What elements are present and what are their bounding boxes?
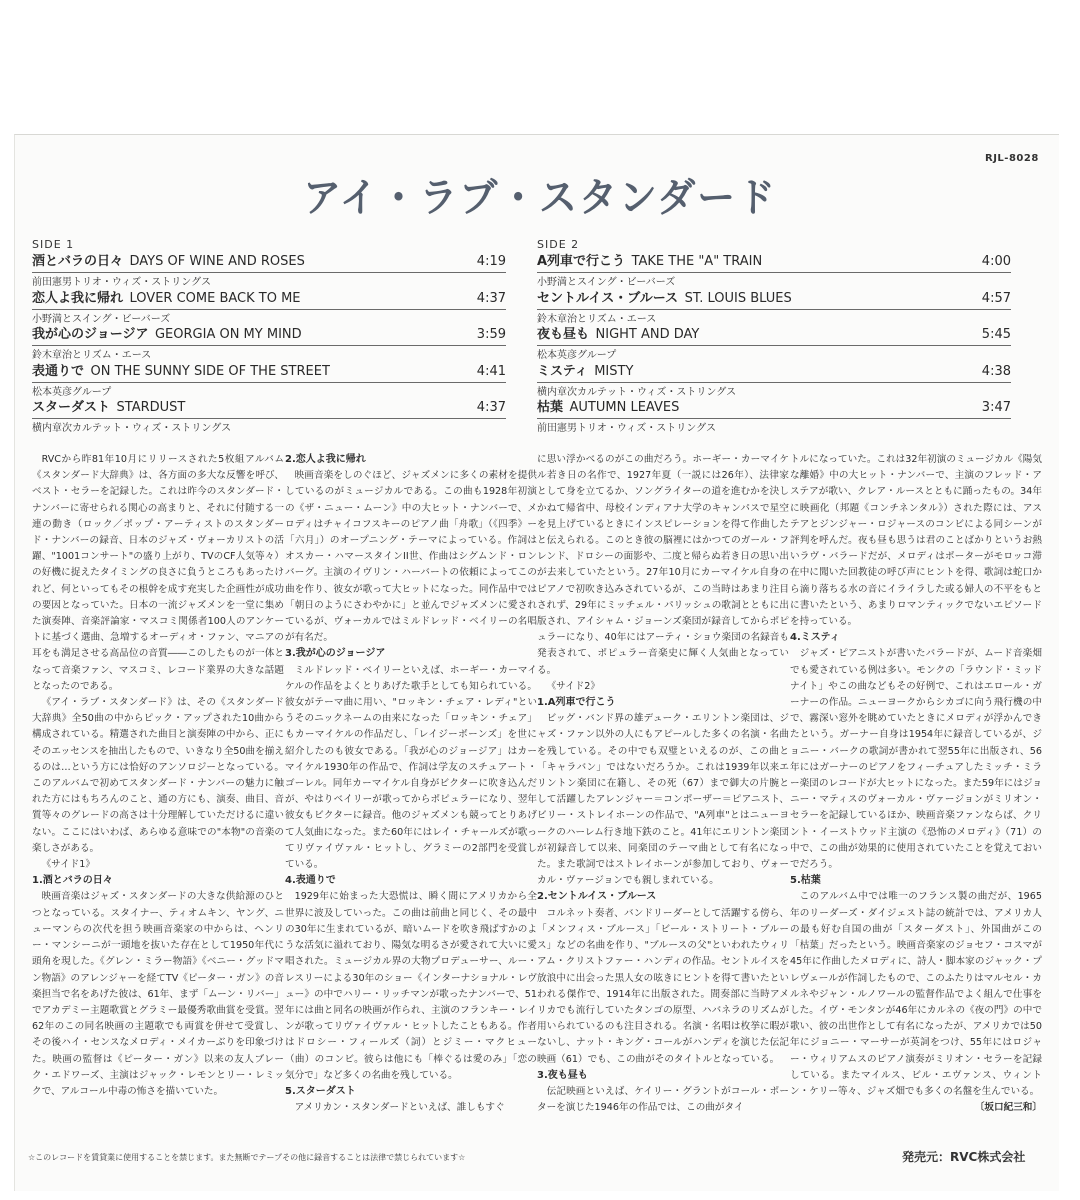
track-title	[32, 327, 304, 342]
track-title-en: MISTY	[587, 364, 634, 379]
notes-paragraph: RVCから昨81年10月にリリースされた5枚組アルバム《スタンダード大辞典》は、各方面の多大な反響を呼び、ベスト・セラーを記録した。これは昨今のスタンダード・ナンバーに寄せられる関心の高まりと、それに付随する一連の動き（ロック／ポップ・アーティストのスタンダード・ナンバーの録音、日本のジャズ・ヴォーカリストの活躍、"1001コンサート"の盛り上がり、TVのCF人気等々）の好機に捉えたタイミングの良さに負うところもあったけれど、何といってもその根幹を成す充実した企画性が成功の要因となっていた。日本の一流ジャズメンを一堂に集めた演奏陣、音楽評論家・マスコミ関係者100人のアンケートに基づく選曲、急増するオーディオ・ファン、マニアの耳をも満足させる高品位の音質――このしたものが一体となって音楽ファン、マスコミ、レコード業界の大きな話題となったのである。	[32, 454, 284, 692]
track-title-jp: 我が心のジョージア	[32, 327, 149, 342]
track-title-jp: 酒とバラの日々	[32, 254, 124, 269]
track-duration: 4:57	[979, 289, 1011, 309]
track-title-jp: 表通りで	[32, 364, 85, 379]
track-item	[537, 398, 1011, 436]
notes-paragraph: 映画音楽をしのぐほど、ジャズメンに多くの素材を提供しているのがミュージカルである。この曲も1928年初演の《ザ・ニュー・ムーン》中の大ヒット・ナンバーで、メロディはチャイコフスキーのピアノ曲「舟歌」（《四季》ー「六月」）のオープニング・テーマによっている。作詞はオスカー・ハマースタインII世、作曲はシグムンド・ロンバーグ。主演のイヴリン・ハーバートの依頼によってこの曲を作り、彼女が歌って大ヒットになった。同作品中では「朝日のようにさわやかに」と並んでジャズメンに愛されているが、ヴォーカルではミルドレッド・ベイリーの名唱が有名だ。	[285, 470, 537, 644]
track-title-en: LOVER COME BACK TO ME	[123, 291, 301, 306]
track-title-en: ST. LOUIS BLUES	[678, 291, 792, 306]
track-duration: 4:19	[474, 252, 506, 272]
track-duration: 3:47	[979, 398, 1011, 418]
track-item	[537, 289, 1011, 327]
track-duration: 4:41	[474, 362, 506, 382]
track-title-line	[32, 252, 506, 273]
track-duration: 4:37	[474, 289, 506, 309]
notes-subheading: 《サイド1》	[41, 859, 95, 871]
track-title-jp: A列車で行こう	[537, 254, 626, 269]
track-title-jp: 恋人よ我に帰れ	[32, 291, 124, 306]
notes-paragraph: ジャズ・ピアニストが書いたバラードが、ムード音楽畑でも愛されている例は多い。モンクの「ラウンド・ミッドナイト」やこの曲などもその好例で、これはエロール・ガーナーの作品。ニューヨークからシカゴに向う飛行機の中で、霧深い窓外を眺めていたときにメロディが浮かんできたという。ガーナー自身は1954年に録音しているが、ジョニー・バークの歌詞が書かれて翌55年に出版され、56年にはガーナーのピアノをフィーチュアしたミッチ・ミラー楽団のレコードが大ヒットになった。また59年にはジョニー・マティスのヴォーカル・ヴァージョンがミリオン・セラーを記録しているほか、映画音楽ファンならば、クリント・イーストウッド主演の《恐怖のメロディ》（71）の中で、この曲が効果的に使用されていたことを覚えておいでだろう。	[790, 648, 1042, 871]
notes-heading: 2.恋人よ我に帰れ	[285, 454, 366, 465]
track-title-en: GEORGIA ON MY MIND	[148, 327, 302, 342]
notes-heading: 5.枯葉	[790, 875, 821, 887]
track-artist: 鈴木章治とリズム・エース	[537, 314, 657, 325]
notes-heading: 3.我が心のジョージア	[285, 648, 386, 660]
notes-heading: 3.夜も昼も	[537, 1069, 588, 1081]
notes-paragraph: このアルバム中では唯一のフランス製の曲だが、1965年のリーダーズ・ダイジェスト誌の統計では、アメリカ人の最も好む自国の曲が「スターダスト」、外国曲がこの「枯葉」だったという。映画音楽家のジョセフ・コスマが45年に作曲したメロディに、詩人・脚本家のジャック・プレヴェールが作詞したもので、このふたりはマルセル・カルネやジャン・ルノワールの監督作品でよく組んで仕事をした。イヴ・モンタンが46年にカルネの《夜の門》の中で歌い、彼の出世作として有名になったが、アメリカでは50年にジョニー・マーサーが英詞をつけ、55年にはロジャー・ウィリアムスのピアノ演奏がミリオン・セラーを記録している。またマイルス、ビル・エヴァンス、ウィントン・ケリー等々、ジャズ畑でも多くの名盤を生んでいる。	[790, 891, 1042, 1097]
notes-paragraph: アメリカン・スタンダードといえば、誰しもすぐ	[294, 1102, 505, 1114]
notes-paragraph: トルになっていた。これは32年初演のミュージカル《陽気な離婚》中の大ヒット・ナンバーで、主演のフレッド・アステアが歌い、クレア・ルースとともに踊ったもの。34年に映画化（邦題《コンチネンタル》）された際には、アステアとジンジャー・ロジャースのコンビによる同シーンが評判を呼んだ。夜も昼も思うは君のことばかりというお熱いラヴ・バラードだが、メロディはポーターがモロッコ滞在中に聞いた回教徒の呼び声にヒントを得、歌詞は蛇口から滴り落ちる水の音にイライラした或る婦人の不平をもとに書いたという、あまりロマンティックでないエピソードを持っている。	[790, 454, 1042, 628]
track-title	[537, 327, 701, 342]
track-title-line	[537, 252, 1011, 273]
track-title-line	[32, 398, 506, 419]
track-title	[537, 364, 635, 379]
track-artist: 松本英彦グループ	[537, 350, 617, 361]
track-title-en: NIGHT AND DAY	[589, 327, 700, 342]
side2-label: SIDE 2	[537, 238, 580, 251]
track-artist: 横内章次カルテット・ウィズ・ストリングス	[537, 387, 737, 398]
track-title-line	[537, 362, 1011, 383]
track-title-en: AUTUMN LEAVES	[563, 400, 680, 415]
track-duration: 5:45	[979, 325, 1011, 345]
track-item	[537, 252, 1011, 290]
copyright-notice: ☆このレコードを賃貸業に使用することを禁じます。また無断でテープその他に録音することは法律で禁じられています☆	[28, 1153, 466, 1162]
track-item	[32, 398, 506, 436]
track-title-jp: 枯葉	[537, 400, 564, 415]
track-title-line	[32, 325, 506, 346]
side1-label: SIDE 1	[32, 238, 75, 251]
track-title	[32, 291, 303, 306]
track-title-jp: スターダスト	[32, 400, 111, 415]
notes-paragraph: に思い浮かべるのがこの曲だろう。ホーギー・カーマイケル若き日の名作で、1927年夏（一説には26年）、法律家として身を立てるか、ソングライターの道を進むかを決しかねて帰省中、母校インディアナ大学のキャンパスで星空を見上げているときにインスピレーションを得て作曲したと伝えられる。このとき彼の脳裡にはかつてのガール・フレンド、ドロシーの面影や、二度と帰らぬ若き日の思い出が去来していたという。27年10月にカーマイケル自身のピアノで初吹き込みされているが、この当時はあまり注目されず、29年にミッチェル・パリッシュの歌詞とともに出版され、アイシャム・ジョーンズ楽団が録音してからポピュラーになり、40年にはアーティ・ショウ楽団の名録音も発表されて、ポピュラー音楽史に輝く人気曲となっている。	[537, 454, 789, 676]
notes-heading: 5.スターダスト	[285, 1085, 356, 1097]
notes-paragraph: コルネット奏者、バンドリーダーとして活躍する傍ら、「メンフィス・ブルース」「ビール・ストリート・ブルース」などの名曲を作り、"ブルースの父"といわれたウィリアム・クリストファー・ハンディの作品。セントルイスを放浪中に出会った黒人女の呟きにヒントを得て書いたといわれる傑作で、1914年に出版された。間奏部に当時アメリカでも流行していたタンゴの原型、ハバネラのリズムが用いられているのも注目される。名演・名唱は枚挙に暇がないし、ナット・キング・コールがハンディを演じた伝記映画（61）でも、この曲がそのタイトルとなっている。	[537, 907, 789, 1065]
track-duration: 3:59	[474, 325, 506, 345]
track-title-en: ON THE SUNNY SIDE OF THE STREET	[84, 364, 330, 379]
track-item	[32, 325, 506, 363]
notes-heading: 1.A列車で行こう	[537, 697, 616, 709]
track-duration: 4:00	[979, 252, 1011, 272]
track-item	[537, 325, 1011, 363]
notes-subheading: 《サイド2》	[546, 680, 600, 692]
notes-heading: 4.表通りで	[285, 875, 336, 887]
notes-column-4	[790, 452, 1042, 1116]
track-item	[32, 252, 506, 290]
track-title-line	[537, 289, 1011, 310]
notes-heading: 1.酒とバラの日々	[32, 875, 113, 887]
track-title-jp: ミスティ	[537, 364, 588, 379]
track-duration: 4:38	[979, 362, 1011, 382]
track-artist: 横内章次カルテット・ウィズ・ストリングス	[32, 423, 232, 434]
notes-paragraph: 映画音楽はジャズ・スタンダードの大きな供給源のひとつとなっている。スタイナー、ティオムキン、ヤング、ニューマンらの次代を担う映画音楽家の中からは、ヘンリー・マンシーニが一頭地を抜いた存在として1950年代に頭角を現した。《グレン・ミラー物語》《ベニー・グッドマン物語》のアレンジャーを経てTV《ピーター・ガン》の音楽担当で名をあげた彼は、61年、まず「ムーン・リバー」でアカデミー主題歌賞とグラミー最優秀歌曲賞を受賞。翌62年のこの同名映画の主題歌でも両賞を併せて受賞し、その後ハイ・センスなメロディ・メイカーぶりを印象づけた。映画の監督は《ピーター・ガン》以来の友人ブレーク・エドワーズ、主演はジャック・レモンとリー・レミックで、アルコール中毒の怖さを描いていた。	[32, 891, 284, 1097]
notes-paragraph: ミルドレッド・ベイリーといえば、ホーギー・カーマイケルの作品をよくとりあげた歌手としても知られている。彼女がテーマ曲に用い、"ロッキン・チェア・レディ"というそのニックネームの由来になった「ロッキン・チェア」もカーマイケルの作品だし、「レイジーボーンズ」を世に紹介したのも彼女である。「我が心のジョージア」はカーマイケル1930年の作品で、作詞は学友のスチュアート・ゴーレル。同年カーマイケル自身がビクターに吹き込んだが、やはりベイリーが歌ってからポピュラーになり、翌年彼女もビクターに録音。他のジャズメンも競ってとりあげて人気曲になった。また60年にはレイ・チャールズが歌ってリヴァイヴァル・ヒットし、グラミーの2部門を受賞している。	[285, 664, 537, 871]
track-title-line	[537, 398, 1011, 419]
track-title	[32, 254, 307, 269]
track-artist: 前田憲男トリオ・ウィズ・ストリングス	[537, 423, 716, 434]
track-title	[537, 400, 681, 415]
track-title-jp: 夜も昼も	[537, 327, 590, 342]
track-artist: 前田憲男トリオ・ウィズ・ストリングス	[32, 277, 211, 288]
track-item	[32, 362, 506, 400]
track-title	[537, 291, 794, 306]
notes-paragraph: ビッグ・バンド界の雄デューク・エリントン楽団は、ジャズ・ファン以外の人にもアピールした多くの名演・名曲を残している。その中でも双璧といえるのが、この曲と「キャラバン」ではないだろうか。これは1939年以来エリントン楽団に在籍し、その死（67）まで御大の片腕として活躍したアレンジャー＝コンポーザー＝ピアニスト、ビリー・ストレイホーンの作品で、"A列車"とはニューヨークのハーレム行き地下鉄のこと。41年にエリントン楽団が初録音して以来、同楽団のテーマ曲として有名になった。また歌詞ではストレイホーンが参加しており、ヴォーカル・ヴァージョンでも親しまれている。	[537, 713, 789, 887]
notes-paragraph: 1929年に始まった大恐慌は、瞬く間にアメリカから全世界に波及していった。この曲は前曲と同じく、その最中の30年に生まれているが、暗いムードを吹き飛ばすかのような活気に溢れており、陽気な明るさが愛されて大いに愛唱された。ミュージカル界の大物プロデューサー、ルー・レスリーによる30年のショー《インターナショナル・レヴュー》の中でハリー・リッチマンが歌ったナンバーで、51年には曲と同名の映画が作られ、主演のフランキー・レインが歌ってリヴァイヴァル・ヒットしたこともある。作者はドロシー・フィールズ（詞）とジミー・マクヒュー（曲）のコンビ。彼らは他にも「棒ぐるは愛のみ」「恋の気分で」など多くの名曲を残している。	[285, 891, 537, 1081]
track-item	[537, 362, 1011, 400]
notes-column-1	[32, 452, 284, 1100]
track-title-jp: セントルイス・ブルース	[537, 291, 679, 306]
author-signature: 〔坂口紀三和〕	[974, 1102, 1042, 1114]
track-title	[32, 400, 187, 415]
track-title	[537, 254, 764, 269]
album-title: アイ・ラブ・スタンダード	[303, 175, 777, 221]
track-title	[32, 364, 332, 379]
notes-column-3	[537, 452, 789, 1116]
track-duration: 4:37	[474, 398, 506, 418]
track-item	[32, 289, 506, 327]
track-title-en: STARDUST	[110, 400, 186, 415]
track-title-line	[537, 325, 1011, 346]
notes-column-2	[285, 452, 537, 1116]
notes-paragraph: 《アイ・ラブ・スタンダード》は、その《スタンダード大辞典》全50曲の中からピック・アップされた10曲から構成されている。精選された曲目と演奏陣の中から、正にそのエッセンスを抽出したもので、いきなり全50曲を揃えるのは…という方には恰好のアンソロジーとなっている。このアルバムで初めてスタンダード・ナンバーの魅力に触れた方にはもちろんのこと、通の方にも、演奏、曲目、音質等々のグレードの高さは十分理解していただけるに違いない。ここにはいわば、あらゆる意味での"本物"の音楽の楽しさがある。	[32, 697, 284, 854]
track-artist: 小野満とスイング・ビーバーズ	[32, 314, 171, 325]
track-title-line	[32, 362, 506, 383]
track-artist: 小野満とスイング・ビーバーズ	[537, 277, 676, 288]
notes-heading: 2.セントルイス・ブルース	[537, 891, 657, 903]
catalog-number: RJL-8028	[985, 153, 1039, 164]
distributor-label: 発売元：RVC株式会社	[902, 1150, 1026, 1164]
track-artist: 松本英彦グループ	[32, 387, 112, 398]
notes-paragraph: 伝記映画といえば、ケイリー・グラントがコール・ポーターを演じた1946年の作品では、この曲がタイ	[537, 1085, 789, 1114]
track-title-en: DAYS OF WINE AND ROSES	[123, 254, 305, 269]
track-artist: 鈴木章治とリズム・エース	[32, 350, 152, 361]
track-title-line	[32, 289, 506, 310]
notes-heading: 4.ミスティ	[790, 632, 840, 644]
track-title-en: TAKE THE "A" TRAIN	[625, 254, 763, 269]
